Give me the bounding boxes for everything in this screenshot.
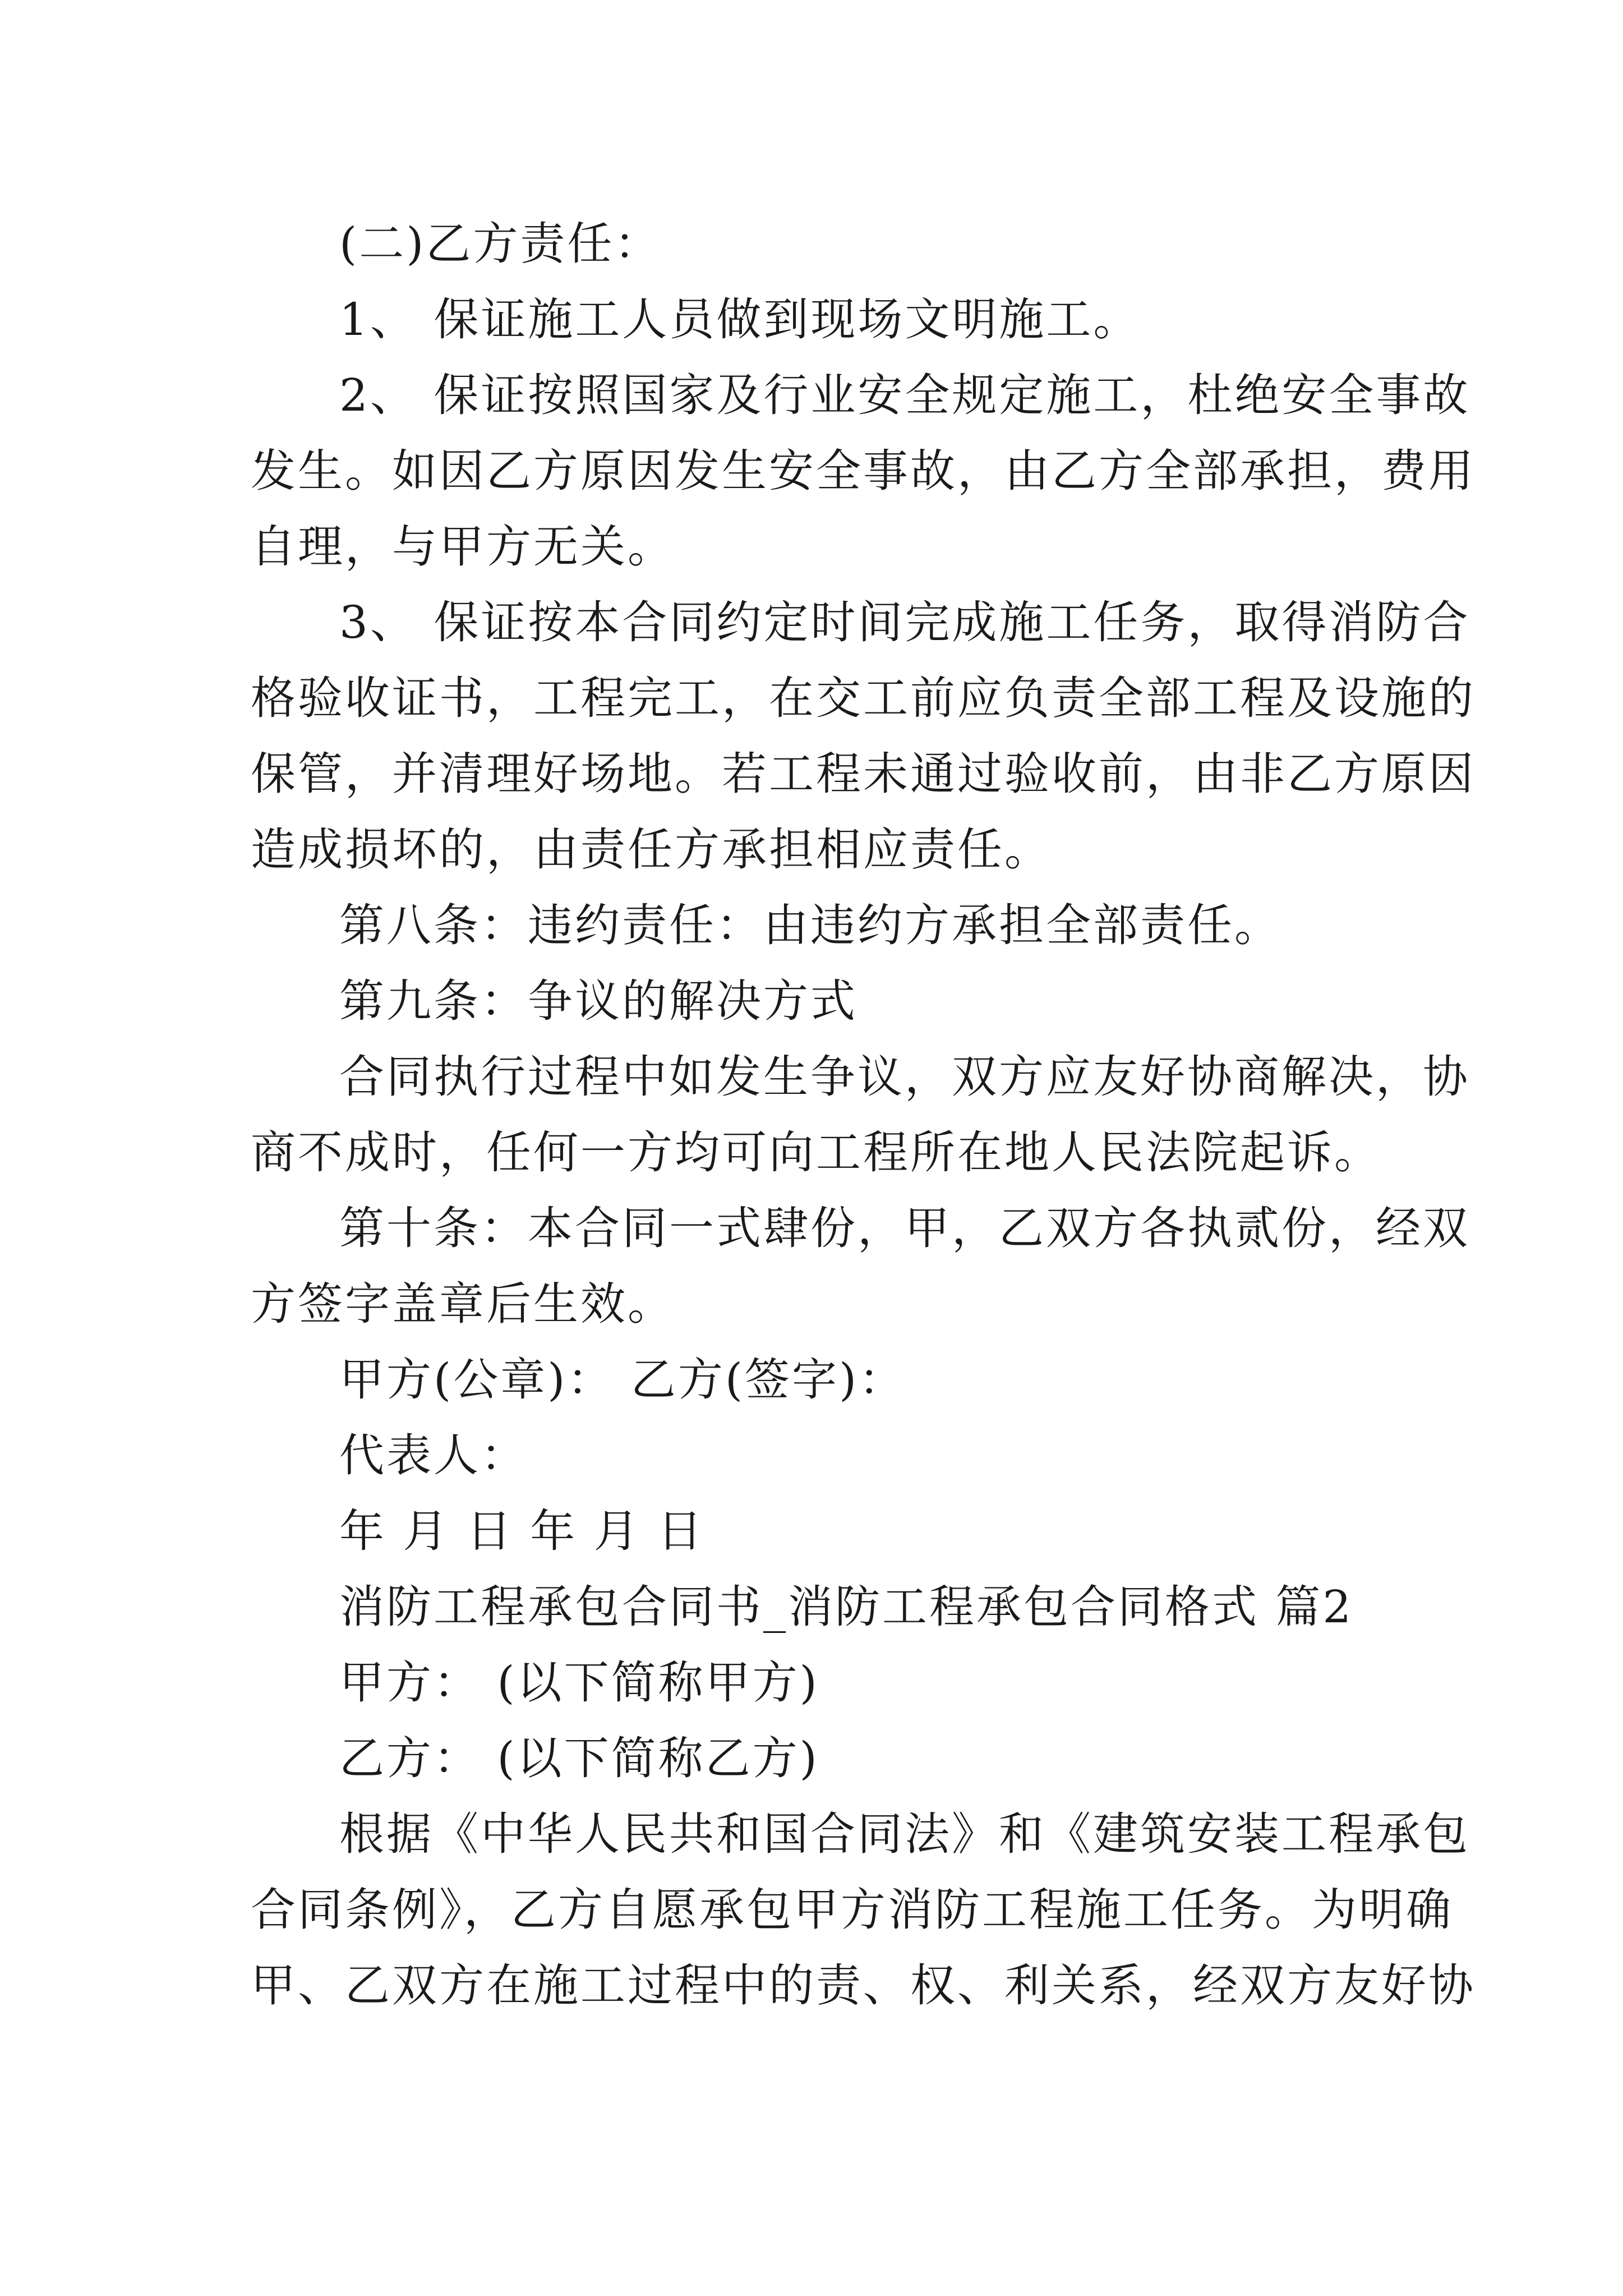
text-line: 甲方： (以下简称甲方)	[339, 1657, 819, 1709]
text-line: 合同执行过程中如发生争议，双方应友好协商解决，协	[339, 1051, 1470, 1103]
text-line: 方签字盖章后生效。	[251, 1278, 675, 1330]
text-line: 保管，并清理好场地。若工程未通过验收前，由非乙方原因	[251, 748, 1476, 800]
text-line: 年 月 日 年 月 日	[339, 1505, 705, 1557]
text-line: 自理，与甲方无关。	[251, 521, 675, 573]
text-line: (二)乙方责任：	[339, 218, 662, 270]
text-line: 3、 保证按本合同约定时间完成施工任务，取得消防合	[339, 596, 1470, 648]
text-line: 合同条例》，乙方自愿承包甲方消防工程施工任务。为明确	[251, 1884, 1453, 1936]
text-line: 甲、乙双方在施工过程中的责、权、利关系，经双方友好协	[251, 1959, 1476, 2012]
text-line: 发生。如因乙方原因发生安全事故，由乙方全部承担，费用	[251, 445, 1476, 497]
text-line: 2、 保证按照国家及行业安全规定施工，杜绝安全事故	[339, 369, 1470, 421]
text-line: 第十条：本合同一式肆份，甲，乙双方各执贰份，经双	[339, 1202, 1470, 1254]
text-line: 第八条：违约责任：由违约方承担全部责任。	[339, 899, 1281, 951]
text-line: 格验收证书，工程完工，在交工前应负责全部工程及设施的	[251, 672, 1476, 724]
text-line: 造成损坏的，由责任方承担相应责任。	[251, 823, 1052, 876]
text-line: 1、 保证施工人员做到现场文明施工。	[339, 293, 1141, 346]
text-line: 代表人：	[339, 1429, 528, 1481]
text-line: 乙方： (以下简称乙方)	[339, 1732, 819, 1784]
text-line: 消防工程承包合同书_消防工程承包合同格式 篇2	[339, 1581, 1354, 1633]
text-line: 根据《中华人民共和国合同法》和《建筑安装工程承包	[339, 1808, 1470, 1860]
text-line: 第九条：争议的解决方式	[339, 975, 857, 1027]
text-line: 甲方(公章)： 乙方(签字)：	[339, 1354, 906, 1406]
text-line: 商不成时，任何一方均可向工程所在地人民法院起诉。	[251, 1126, 1381, 1179]
